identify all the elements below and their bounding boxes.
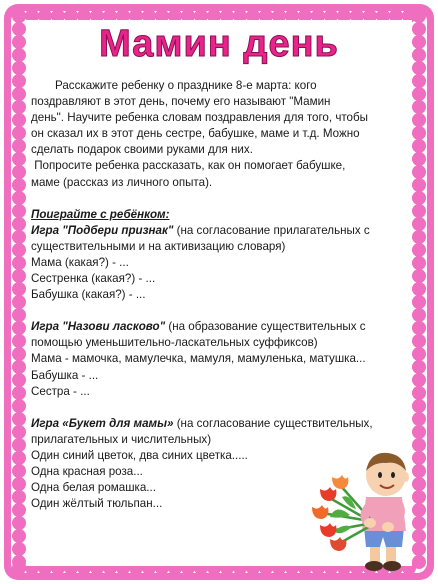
frame-scallop bbox=[412, 308, 426, 322]
frame-scallop bbox=[12, 451, 26, 465]
frame-scallop bbox=[12, 22, 26, 36]
frame-scallop bbox=[412, 152, 426, 166]
game-item: Мама - мамочка, мамулечка, мамуля, мамуленька, матушка... bbox=[31, 352, 366, 366]
intro-line: день". Научите ребенка словам поздравления для того, чтобы bbox=[31, 111, 368, 125]
frame-scallop bbox=[412, 295, 426, 309]
frame-scallop bbox=[412, 269, 426, 283]
frame-scallop bbox=[12, 269, 26, 283]
frame-scallop bbox=[12, 425, 26, 439]
intro-line: он сказал их в этот день сестре, бабушке, маме и т.д. Можно bbox=[31, 127, 360, 141]
frame-scallop bbox=[12, 386, 26, 400]
game-description-line: помощью уменьшительно-ласкательных суффиксов) bbox=[31, 336, 318, 350]
frame-scallop bbox=[12, 516, 26, 530]
game-item: Одна белая ромашка... bbox=[31, 481, 156, 495]
frame-scallop bbox=[12, 503, 26, 517]
frame-scallop bbox=[412, 9, 426, 23]
frame-scallop bbox=[12, 542, 26, 556]
intro-line: маме (рассказ из личного опыта). bbox=[31, 175, 213, 189]
intro-line: сделать подарок своими руками для них. bbox=[31, 143, 253, 157]
frame-scallop bbox=[412, 334, 426, 348]
frame-scallop bbox=[12, 152, 26, 166]
frame-scallop bbox=[412, 113, 426, 127]
game-item: Одна красная роза... bbox=[31, 464, 143, 478]
frame-scallop bbox=[412, 126, 426, 140]
frame-scallop bbox=[412, 399, 426, 413]
game-title: Игра «Букет для мамы» bbox=[31, 416, 174, 430]
frame-scallop bbox=[12, 321, 26, 335]
frame-scallop bbox=[412, 373, 426, 387]
intro-paragraph bbox=[31, 78, 407, 191]
frame-scallop bbox=[12, 464, 26, 478]
frame-scallop bbox=[412, 204, 426, 218]
game-item: Бабушка - ... bbox=[31, 368, 99, 382]
frame-scallop bbox=[12, 61, 26, 75]
frame-scallop bbox=[412, 87, 426, 101]
frame-scallop bbox=[412, 425, 426, 439]
game-item: Бабушка (какая?) - ... bbox=[31, 288, 146, 302]
game-title: Игра "Подбери признак" bbox=[31, 223, 174, 237]
frame-scallop bbox=[12, 9, 26, 23]
frame-scallop bbox=[12, 217, 26, 231]
play-heading: Поиграйте с ребёнком: bbox=[31, 207, 170, 221]
page-title: Мамин день bbox=[99, 23, 339, 65]
game-description: (на образование существительных с bbox=[165, 320, 366, 334]
frame-scallop bbox=[412, 217, 426, 231]
frame-scallop bbox=[12, 529, 26, 543]
frame-scallop bbox=[412, 165, 426, 179]
frame-scallop bbox=[12, 256, 26, 270]
frame-scallop bbox=[12, 87, 26, 101]
frame-scallop bbox=[12, 360, 26, 374]
game-item: Один синий цветок, два синих цветка..... bbox=[31, 448, 248, 462]
frame-scallop bbox=[412, 347, 426, 361]
frame-scallop bbox=[412, 22, 426, 36]
game-description-line: существительными и на активизацию словаря) bbox=[31, 239, 286, 253]
frame-scallop bbox=[12, 191, 26, 205]
frame-scallop bbox=[12, 165, 26, 179]
frame-scallop bbox=[12, 178, 26, 192]
frame-scallop bbox=[12, 126, 26, 140]
frame-scallop bbox=[412, 74, 426, 88]
game-item: Мама (какая?) - ... bbox=[31, 255, 129, 269]
frame-scallop bbox=[12, 373, 26, 387]
frame-scallop bbox=[12, 204, 26, 218]
frame-scallop bbox=[12, 477, 26, 491]
game-block-2 bbox=[31, 319, 407, 399]
game-item: Сестренка (какая?) - ... bbox=[31, 272, 156, 286]
frame-scallop bbox=[412, 35, 426, 49]
frame-scallop bbox=[412, 386, 426, 400]
frame-scallop bbox=[412, 321, 426, 335]
frame-scallop bbox=[12, 113, 26, 127]
frame-scallop bbox=[12, 243, 26, 257]
game-title: Игра "Назови ласково" bbox=[31, 320, 166, 334]
frame-scallop bbox=[412, 243, 426, 257]
frame-scallop bbox=[12, 555, 26, 569]
frame-scallop bbox=[12, 100, 26, 114]
game-block-1 bbox=[31, 223, 407, 303]
game-item: Один жёлтый тюльпан... bbox=[31, 497, 163, 511]
intro-line: поздравляют в этот день, почему его называют "Мамин bbox=[31, 95, 331, 109]
frame-scallop bbox=[412, 48, 426, 62]
frame-scallop bbox=[412, 412, 426, 426]
frame-scallop bbox=[412, 139, 426, 153]
intro-line: Попросите ребенка рассказать, как он помогает бабушке, bbox=[31, 159, 346, 173]
frame-scallop bbox=[12, 35, 26, 49]
frame-scallop bbox=[12, 490, 26, 504]
frame-scallop bbox=[12, 295, 26, 309]
game-description: (на согласование прилагательных с bbox=[173, 223, 370, 237]
frame-scallop bbox=[412, 191, 426, 205]
frame-scallop bbox=[412, 282, 426, 296]
frame-scallop bbox=[412, 256, 426, 270]
game-description-line: прилагательных и числительных) bbox=[31, 432, 212, 446]
game-item: Сестра - ... bbox=[31, 384, 90, 398]
game-description: (на согласование существительных, bbox=[173, 416, 373, 430]
frame-scallop bbox=[412, 230, 426, 244]
frame-scallop bbox=[412, 61, 426, 75]
frame-scallop bbox=[12, 412, 26, 426]
frame-scallop bbox=[12, 48, 26, 62]
frame-scallop bbox=[412, 100, 426, 114]
frame-scallop bbox=[12, 334, 26, 348]
boy-with-bouquet-illustration bbox=[300, 445, 420, 575]
frame-scallop bbox=[12, 139, 26, 153]
frame-scallop bbox=[12, 282, 26, 296]
frame-scallop bbox=[412, 178, 426, 192]
frame-scallop bbox=[12, 347, 26, 361]
frame-scallop bbox=[12, 399, 26, 413]
intro-line: Расскажите ребенку о празднике 8-е марта: кого bbox=[55, 79, 317, 92]
frame-scallop bbox=[12, 230, 26, 244]
frame-scallop bbox=[12, 438, 26, 452]
frame-scallop bbox=[12, 308, 26, 322]
frame-scallop bbox=[412, 360, 426, 374]
frame-scallop bbox=[12, 74, 26, 88]
